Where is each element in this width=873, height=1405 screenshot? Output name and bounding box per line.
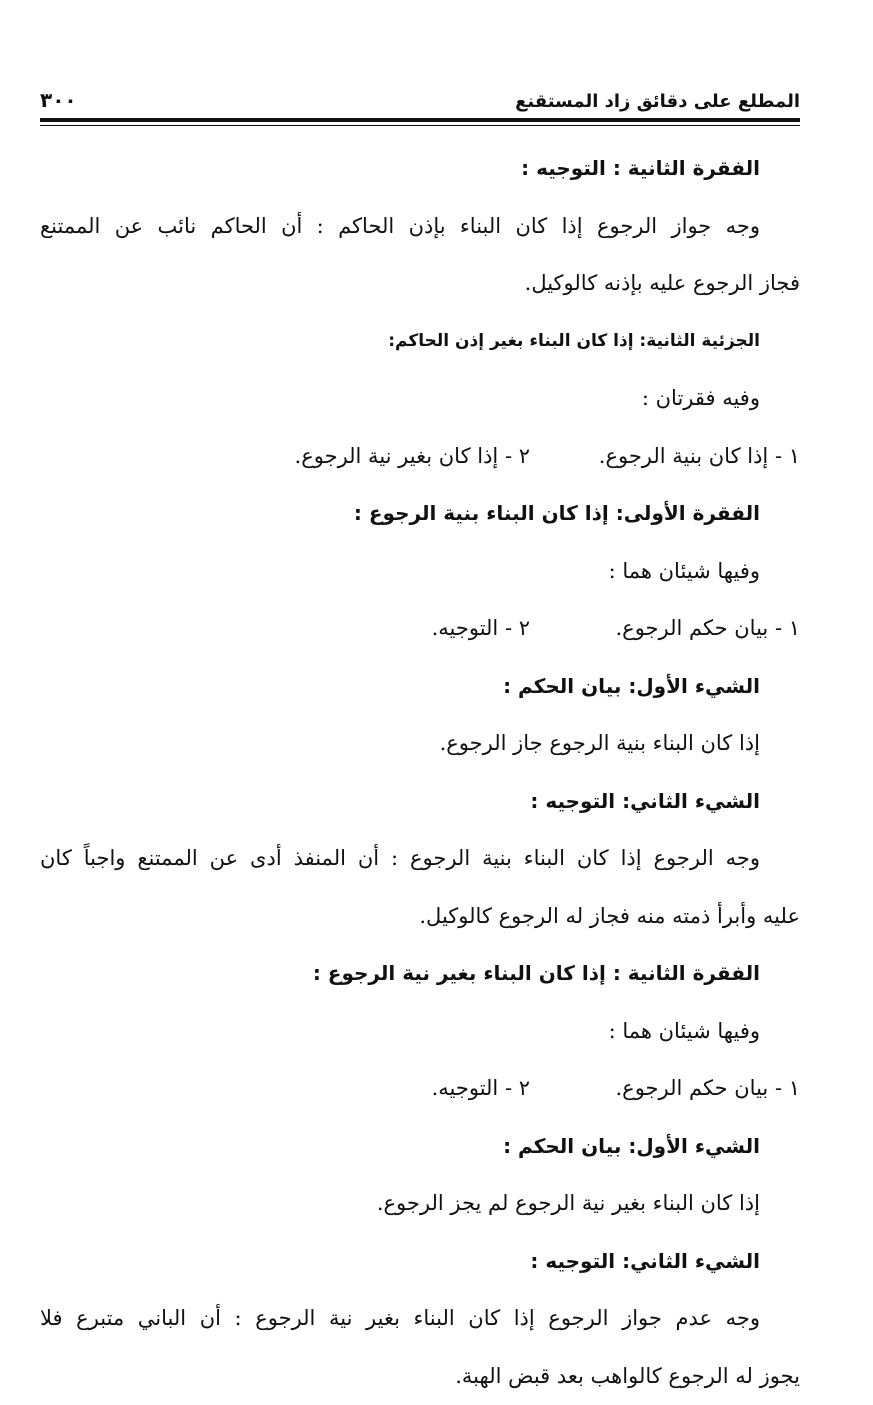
paragraph-line: يجوز له الرجوع كالواهب بعد قبض الهبة. bbox=[40, 1348, 800, 1405]
list-item: ١ - إذا كان بنية الرجوع. bbox=[530, 428, 800, 486]
paragraph-line: عليه وأبرأ ذمته منه فجاز له الرجوع كالوكيل. bbox=[40, 888, 800, 946]
page-number: ٣٠٠ bbox=[40, 88, 77, 118]
list-item: ٢ - إذا كان بغير نية الرجوع. bbox=[295, 428, 530, 486]
paragraph-line: وجه جواز الرجوع إذا كان البناء بإذن الحاكم : أن الحاكم نائب عن الممتنع bbox=[40, 198, 800, 256]
header-rule-thin bbox=[40, 125, 800, 126]
running-title: المطلع على دقائق زاد المستقنع bbox=[515, 91, 800, 118]
page-header bbox=[40, 80, 800, 118]
section-heading: الشيء الأول: بيان الحكم : bbox=[40, 658, 800, 716]
section-heading: الشيء الثاني: التوجيه : bbox=[40, 1233, 800, 1291]
section-heading: الشيء الأول: بيان الحكم : bbox=[40, 1118, 800, 1176]
paragraph-line: وفيها شيئان هما : bbox=[40, 1003, 800, 1061]
paragraph-line: فجاز الرجوع عليه بإذنه كالوكيل. bbox=[40, 255, 800, 313]
list-item: ٢ - التوجيه. bbox=[432, 1060, 530, 1118]
list-item: ١ - بيان حكم الرجوع. bbox=[530, 600, 800, 658]
section-heading: الفقرة الثانية : إذا كان البناء بغير نية الرجوع : bbox=[40, 945, 800, 1003]
section-heading: الفقرة الثانية : التوجيه : bbox=[40, 140, 800, 198]
paragraph-line: وجه عدم جواز الرجوع إذا كان البناء بغير نية الرجوع : أن الباني متبرع فلا bbox=[40, 1290, 800, 1348]
paragraph-line: إذا كان البناء بنية الرجوع جاز الرجوع. bbox=[40, 715, 800, 773]
enumerated-list bbox=[40, 428, 800, 486]
paragraph-line: وفيها شيئان هما : bbox=[40, 543, 800, 601]
paragraph-line: إذا كان البناء بغير نية الرجوع لم يجز الرجوع. bbox=[40, 1175, 800, 1233]
paragraph-line: وفيه فقرتان : bbox=[40, 370, 800, 428]
list-item: ١ - بيان حكم الرجوع. bbox=[530, 1060, 800, 1118]
list-item: ٢ - التوجيه. bbox=[432, 600, 530, 658]
subsection-heading: الجزئية الثانية: إذا كان البناء بغير إذن الحاكم: bbox=[40, 313, 800, 371]
enumerated-list bbox=[40, 1060, 800, 1118]
section-heading: الفقرة الأولى: إذا كان البناء بنية الرجوع : bbox=[40, 485, 800, 543]
enumerated-list bbox=[40, 600, 800, 658]
book-page bbox=[40, 80, 800, 1340]
section-heading: الشيء الثاني: التوجيه : bbox=[40, 773, 800, 831]
header-rule-thick bbox=[40, 118, 800, 122]
paragraph-line: وجه الرجوع إذا كان البناء بنية الرجوع : أن المنفذ أدى عن الممتنع واجباً كان bbox=[40, 830, 800, 888]
page-body bbox=[40, 140, 800, 1405]
